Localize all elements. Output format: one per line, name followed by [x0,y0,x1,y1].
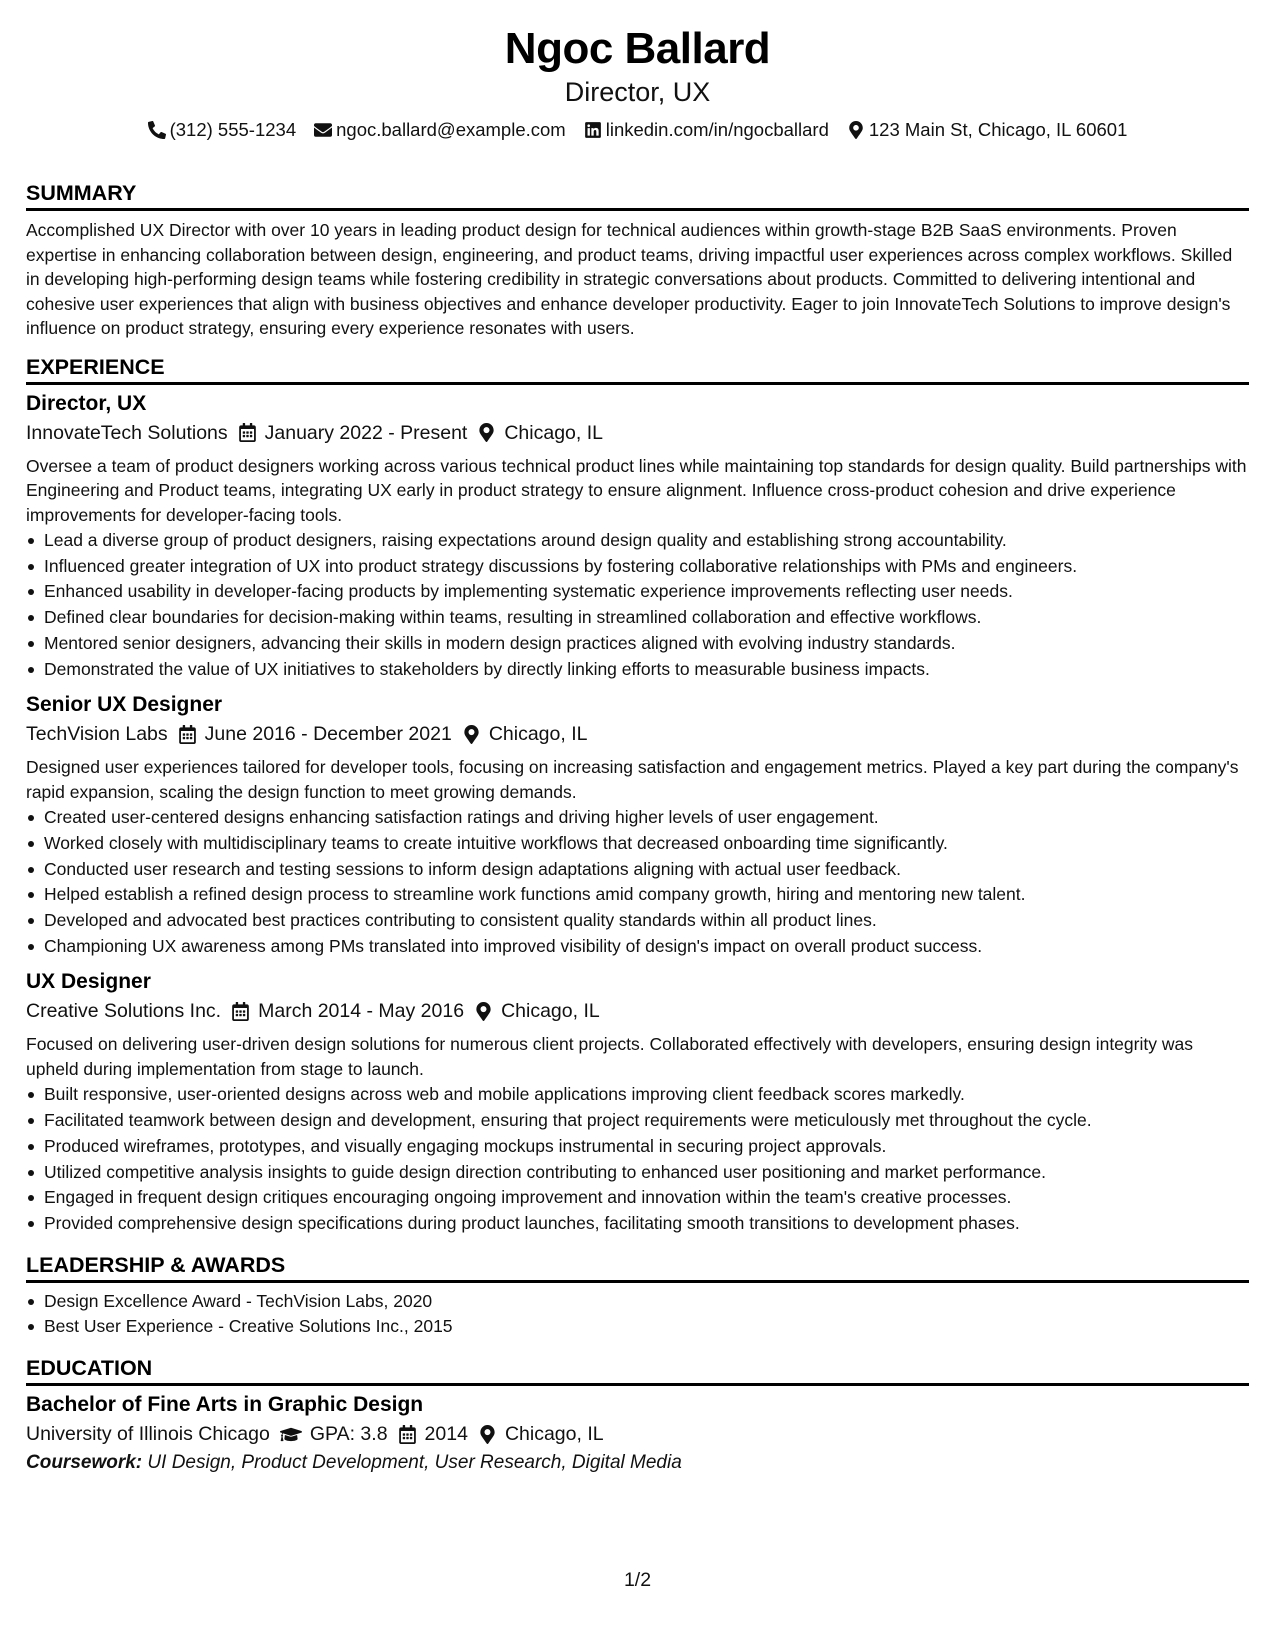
degree-title: Bachelor of Fine Arts in Graphic Design [26,1393,424,1417]
awards-section [26,1251,1249,1340]
job-dates [231,996,464,1026]
contact-row [26,118,1249,142]
job-dates [178,719,452,749]
job-meta [26,719,1249,749]
education-heading: EDUCATION [26,1354,1249,1386]
candidate-name: Ngoc Ballard [504,24,771,73]
list-item: Produced wireframes, prototypes, and visually engaging mockups instrumental in securing project approvals. [26,1134,1249,1160]
envelope-icon [314,121,332,139]
calendar-icon [238,423,257,442]
job-location [477,418,603,448]
job-title: UX Designer [26,970,151,994]
job-bullets [26,1082,1249,1236]
coursework [26,1449,1249,1477]
list-item: Engaged in frequent design critiques encouraging ongoing improvement and innovation within the team's creative processes. [26,1185,1249,1211]
experience-section [26,353,1249,1237]
job-meta [26,996,1249,1026]
job-bullets [26,805,1249,959]
list-item: Provided comprehensive design specifications during product launches, facilitating smooth transitions to development phases. [26,1211,1249,1237]
awards-heading: LEADERSHIP & AWARDS [26,1251,1249,1283]
list-item: Enhanced usability in developer-facing products by implementing systematic experience improvements reflecting user needs. [26,579,1249,605]
candidate-title: Director, UX [564,77,711,107]
map-pin-icon [462,725,481,744]
job-location [462,719,588,749]
list-item: Mentored senior designers, advancing their skills in modern design practices aligned with evolving industry standards. [26,631,1249,657]
contact-email-text: ngoc.ballard@example.com [336,119,566,140]
job-company: TechVision Labs [26,723,168,746]
graduation-year [398,1419,468,1449]
list-item: Design Excellence Award - TechVision Labs, 2020 [26,1289,1249,1315]
map-pin-icon [474,1002,493,1021]
list-item: Utilized competitive analysis insights to guide design direction contributing to enhanced user positioning and market performance. [26,1160,1249,1186]
contact-linkedin[interactable] [584,118,829,142]
coursework-text: UI Design, Product Development, User Research, Digital Media [147,1452,682,1474]
contact-address [847,118,1128,142]
summary-section [26,179,1249,341]
job-location [474,996,600,1026]
job-meta [26,418,1249,448]
list-item: Influenced greater integration of UX into product strategy discussions by fostering collaborative relationships with PMs and engineers. [26,554,1249,580]
coursework-label: Coursework: [26,1452,143,1474]
list-item: Best User Experience - Creative Solutions Inc., 2015 [26,1314,1249,1340]
school-name: University of Illinois Chicago [26,1423,270,1446]
list-item: Facilitated teamwork between design and development, ensuring that project requirements were meticulously met throughout the cycle. [26,1108,1249,1134]
map-pin-icon [477,423,496,442]
list-item: Championing UX awareness among PMs translated into improved visibility of design's impact on overall product success. [26,934,1249,960]
job-dates-text: June 2016 - December 2021 [204,723,452,746]
contact-email[interactable] [314,118,566,142]
gpa [280,1419,388,1449]
contact-phone [148,118,297,142]
map-pin-icon [478,1425,497,1444]
job-title: Senior UX Designer [26,693,223,717]
experience-heading: EXPERIENCE [26,353,1249,385]
job-company: InnovateTech Solutions [26,421,228,444]
education-section [26,1354,1249,1477]
job-dates [238,418,468,448]
job-title: Director, UX [26,391,147,415]
summary-text: Accomplished UX Director with over 10 years in leading product design for technical audiences within growth-stage B2B SaaS environments. Proven expertise in enhancing collaboration between design, engineering, and product teams, driving impactful user experiences across complex workflows. Skilled in developing high-performing design teams while fostering credibility in strategic conversations about products. Committed to delivering intentional and cohesive user experiences that align with business objectives and enhance developer productivity. Eager to join InnovateTech Solutions to improve design's influence on product strategy, ensuring every experience resonates with users. [26,220,1233,338]
awards-list [26,1289,1249,1340]
graduation-year-text: 2014 [424,1423,468,1446]
calendar-icon [398,1425,417,1444]
job-entry [26,390,1249,683]
gpa-text: GPA: 3.8 [309,1423,388,1446]
contact-linkedin-text: linkedin.com/in/ngocballard [605,119,829,140]
phone-icon [148,121,166,139]
education-location-text: Chicago, IL [504,1423,604,1446]
job-description: Oversee a team of product designers working across various technical product lines while maintaining top standards for design quality. Build partnerships with Engineering and Product teams, integrating UX early in product strategy to ensure alignment. Influence cross-product cohesion and drive experience improvements for developer-facing tools. [26,455,1247,525]
page-number: 1/2 [623,1569,652,1591]
list-item: Demonstrated the value of UX initiatives to stakeholders by directly linking efforts to measurable business impacts. [26,657,1249,683]
job-location-text: Chicago, IL [501,1000,600,1023]
job-description: Designed user experiences tailored for developer tools, focusing on increasing satisfaction and engagement metrics. Played a key part during the company's rapid expansion, scaling the design function to meet growing demands. [26,757,1239,802]
list-item: Worked closely with multidisciplinary teams to create intuitive workflows that decreased onboarding time significantly. [26,831,1249,857]
job-dates-text: January 2022 - Present [264,421,468,444]
summary-heading: SUMMARY [26,179,1249,211]
job-bullets [26,528,1249,682]
job-location-text: Chicago, IL [504,421,603,444]
map-pin-icon [847,121,865,139]
list-item: Helped establish a refined design process to streamline work functions amid company growth, hiring and mentoring new talent. [26,882,1249,908]
linkedin-icon [584,121,602,139]
list-item: Conducted user research and testing sessions to inform design adaptations aligning with actual user feedback. [26,857,1249,883]
job-description: Focused on delivering user-driven design solutions for numerous client projects. Collaborated effectively with developers, ensuring design integrity was upheld during implementation from stage to launch. [26,1034,1193,1079]
list-item: Developed and advocated best practices contributing to consistent quality standards within all product lines. [26,908,1249,934]
job-entry [26,968,1249,1236]
calendar-icon [231,1002,250,1021]
contact-phone-text: (312) 555-1234 [169,119,297,140]
education-meta [26,1419,1249,1449]
list-item: Created user-centered designs enhancing satisfaction ratings and driving higher levels of user engagement. [26,805,1249,831]
resume-header [26,22,1249,142]
contact-address-text: 123 Main St, Chicago, IL 60601 [868,119,1128,140]
graduation-cap-icon [280,1425,302,1444]
list-item: Defined clear boundaries for decision-making within teams, resulting in streamlined collaboration and effective workflows. [26,605,1249,631]
calendar-icon [178,725,197,744]
job-entry [26,691,1249,959]
job-location-text: Chicago, IL [488,723,588,746]
list-item: Built responsive, user-oriented designs across web and mobile applications improving client feedback scores markedly. [26,1082,1249,1108]
education-location [478,1419,604,1449]
job-dates-text: March 2014 - May 2016 [258,1000,465,1023]
list-item: Lead a diverse group of product designers, raising expectations around design quality and establishing strong accountability. [26,528,1249,554]
job-company: Creative Solutions Inc. [26,1000,222,1023]
resume-page [26,0,1249,1477]
